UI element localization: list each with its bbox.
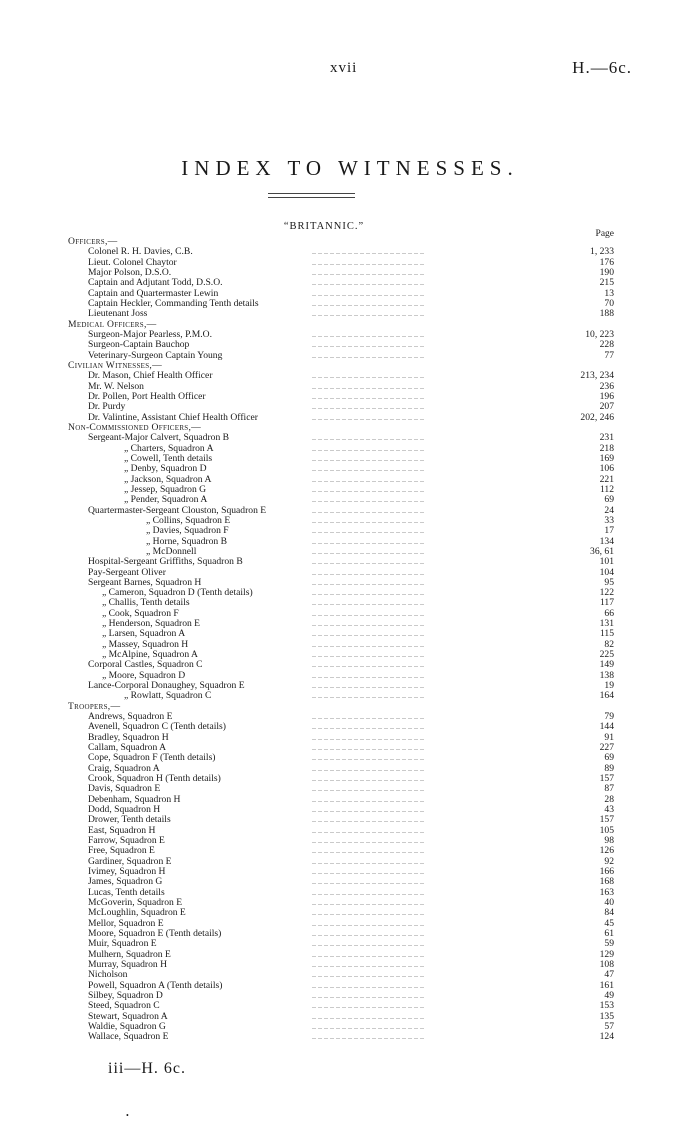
page-reference: 70 [604, 297, 614, 309]
dot-leader: .. .. .. .. .. .. .. .. .. .. .. .. .. .. .. .. .. .. .. [312, 495, 424, 505]
witness-name: Crook, Squadron H (Tenth details) [88, 773, 221, 785]
witness-name: Quartermaster-Sergeant Clouston, Squadron E [88, 504, 267, 516]
witness-name: „ Jackson, Squadron A [124, 473, 212, 485]
page-reference: 231 [599, 432, 614, 444]
page-reference: 89 [604, 762, 614, 774]
page-reference: 24 [604, 504, 614, 516]
dot-leader: .. .. .. .. .. .. .. .. .. .. .. .. .. .. .. .. .. .. .. [312, 391, 424, 401]
page-number: xvii [330, 60, 358, 76]
witness-name: „ Horne, Squadron B [146, 535, 227, 547]
witness-name: „ Charters, Squadron A [124, 442, 214, 454]
page-reference: 101 [599, 556, 614, 568]
witness-name: „ Larsen, Squadron A [102, 628, 186, 640]
dot-leader: .. .. .. .. .. .. .. .. .. .. .. .. .. .. .. .. .. .. .. [312, 536, 424, 546]
page-reference: 33 [604, 514, 614, 526]
dot-leader: .. .. .. .. .. .. .. .. .. .. .. .. .. .. .. .. .. .. .. [312, 681, 424, 691]
dot-leader: .. .. .. .. .. .. .. .. .. .. .. .. .. .. .. .. .. .. .. [312, 959, 424, 969]
dot-leader: .. .. .. .. .. .. .. .. .. .. .. .. .. .. .. .. .. .. .. [312, 877, 424, 887]
page-reference: 95 [604, 576, 614, 588]
page-reference: 59 [604, 938, 614, 950]
witness-name: Davis, Squadron E [88, 783, 161, 795]
witness-name: Mulhern, Squadron E [88, 948, 171, 960]
page-reference: 82 [604, 638, 614, 650]
witness-name: Pay-Sergeant Oliver [88, 566, 166, 578]
page-reference: 236 [599, 380, 614, 392]
witness-name: Dr. Purdy [88, 401, 126, 413]
page-reference: 215 [599, 277, 614, 289]
page-reference: 104 [599, 566, 614, 578]
page-column-label: Page [595, 229, 614, 239]
witness-name: East, Squadron H [88, 824, 156, 836]
page-reference: 161 [599, 979, 614, 991]
page-reference: 115 [599, 628, 614, 640]
page-reference: 157 [599, 814, 614, 826]
page-reference: 202, 246 [580, 411, 614, 423]
witness-name: Captain and Quartermaster Lewin [88, 287, 219, 299]
dot-leader: .. .. .. .. .. .. .. .. .. .. .. .. .. .. .. .. .. .. .. [312, 670, 424, 680]
witness-name: Ivimey, Squadron H [88, 866, 166, 878]
page-reference: 92 [604, 855, 614, 867]
dot-leader: .. .. .. .. .. .. .. .. .. .. .. .. .. .. .. .. .. .. .. [312, 990, 424, 1000]
dot-leader: .. .. .. .. .. .. .. .. .. .. .. .. .. .. .. .. .. .. .. [312, 846, 424, 856]
page-reference: 176 [599, 256, 614, 268]
dot-leader: .. .. .. .. .. .. .. .. .. .. .. .. .. .. .. .. .. .. .. [312, 505, 424, 515]
witness-name: „ Challis, Tenth details [102, 597, 190, 609]
page-reference: 84 [604, 907, 614, 919]
dot-leader: .. .. .. .. .. .. .. .. .. .. .. .. .. .. .. .. .. .. .. [312, 887, 424, 897]
dot-leader: .. .. .. .. .. .. .. .. .. .. .. .. .. .. .. .. .. .. .. [312, 402, 424, 412]
dot-leader: .. .. .. .. .. .. .. .. .. .. .. .. .. .. .. .. .. .. .. [312, 939, 424, 949]
dot-leader: .. .. .. .. .. .. .. .. .. .. .. .. .. .. .. .. .. .. .. [312, 464, 424, 474]
witness-name: Powell, Squadron A (Tenth details) [88, 979, 223, 991]
dot-leader: .. .. .. .. .. .. .. .. .. .. .. .. .. .. .. .. .. .. .. [312, 515, 424, 525]
dot-leader: .. .. .. .. .. .. .. .. .. .. .. .. .. .. .. .. .. .. .. [312, 836, 424, 846]
witness-name: Corporal Castles, Squadron C [88, 659, 203, 671]
witness-name: Moore, Squadron E (Tenth details) [88, 927, 222, 939]
witness-name: Dr. Pollen, Port Health Officer [88, 390, 206, 402]
witness-name: James, Squadron G [88, 876, 163, 888]
witness-name: „ Cook, Squadron F [102, 607, 179, 619]
page-reference: 196 [599, 390, 614, 402]
dot-leader: .. .. .. .. .. .. .. .. .. .. .. .. .. .. .. .. .. .. .. [312, 712, 424, 722]
dot-leader: .. .. .. .. .. .. .. .. .. .. .. .. .. .. .. .. .. .. .. [312, 949, 424, 959]
page-reference: 157 [599, 773, 614, 785]
witness-name: „ Massey, Squadron H [102, 638, 189, 650]
witness-name: Sergeant Barnes, Squadron H [88, 576, 202, 588]
witness-name: Muir, Squadron E [88, 938, 157, 950]
bottom-mark: • [126, 1111, 129, 1120]
witness-name: „ Henderson, Squadron E [102, 618, 201, 630]
dot-leader: .. .. .. .. .. .. .. .. .. .. .. .. .. .. .. .. .. .. .. [312, 763, 424, 773]
page-reference: 122 [599, 587, 614, 599]
page-reference: 79 [604, 711, 614, 723]
witness-entry [68, 392, 614, 402]
page-reference: 87 [604, 783, 614, 795]
page-reference: 91 [604, 731, 614, 743]
page-reference: 19 [604, 680, 614, 692]
page-reference: 163 [599, 886, 614, 898]
dot-leader: .. .. .. .. .. .. .. .. .. .. .. .. .. .. .. .. .. .. .. [312, 639, 424, 649]
witness-name: Andrews, Squadron E [88, 711, 173, 723]
page-reference: 164 [599, 690, 614, 702]
dot-leader: .. .. .. .. .. .. .. .. .. .. .. .. .. .. .. .. .. .. .. [312, 557, 424, 567]
page-reference: 69 [604, 494, 614, 506]
title-rule-lower [268, 197, 355, 198]
witness-entry [68, 557, 614, 567]
page-reference: 117 [599, 597, 614, 609]
witness-name: Free, Squadron E [88, 845, 155, 857]
witness-name: Murray, Squadron H [88, 958, 168, 970]
dot-leader: .. .. .. .. .. .. .. .. .. .. .. .. .. .. .. .. .. .. .. [312, 340, 424, 350]
witness-name: Surgeon-Captain Bauchop [88, 339, 190, 351]
page-reference: 66 [604, 607, 614, 619]
witness-name: „ Collins, Squadron E [146, 514, 231, 526]
document-code: H.—6c. [572, 58, 632, 77]
dot-leader: .. .. .. .. .. .. .. .. .. .. .. .. .. .. .. .. .. .. .. [312, 774, 424, 784]
dot-leader: .. .. .. .. .. .. .. .. .. .. .. .. .. .. .. .. .. .. .. [312, 598, 424, 608]
witness-name: „ Moore, Squadron D [102, 669, 186, 681]
page-reference: 69 [604, 752, 614, 764]
witness-name: Callam, Squadron A [88, 742, 167, 754]
witness-name: „ Jessep, Squadron G [124, 483, 207, 495]
dot-leader: .. .. .. .. .. .. .. .. .. .. .. .. .. .. .. .. .. .. .. [312, 453, 424, 463]
dot-leader: .. .. .. .. .. .. .. .. .. .. .. .. .. .. .. .. .. .. .. [312, 660, 424, 670]
dot-leader: .. .. .. .. .. .. .. .. .. .. .. .. .. .. .. .. .. .. .. [312, 980, 424, 990]
page-reference: 57 [604, 1020, 614, 1032]
dot-leader: .. .. .. .. .. .. .. .. .. .. .. .. .. .. .. .. .. .. .. [312, 267, 424, 277]
witness-name: „ Rowlatt, Squadron C [124, 690, 212, 702]
section-heading-label: Non-Commissioned Officers,— [68, 421, 202, 433]
dot-leader: .. .. .. .. .. .. .. .. .. .. .. .. .. .. .. .. .. .. .. [312, 928, 424, 938]
page-reference: 112 [599, 483, 614, 495]
page-title: INDEX TO WITNESSES. [181, 156, 519, 180]
page-reference: 169 [599, 452, 614, 464]
dot-leader: .. .. .. .. .. .. .. .. .. .. .. .. .. .. .. .. .. .. .. [312, 805, 424, 815]
page-reference: 10, 223 [585, 328, 614, 340]
witness-name: Dr. Valintine, Assistant Chief Health Officer [88, 411, 258, 423]
witness-name: „ Cameron, Squadron D (Tenth details) [102, 587, 253, 599]
page-reference: 227 [599, 742, 614, 754]
page-reference: 168 [599, 876, 614, 888]
witness-name: Cope, Squadron F (Tenth details) [88, 752, 216, 764]
witness-name: McLoughlin, Squadron E [88, 907, 186, 919]
dot-leader: .. .. .. .. .. .. .. .. .. .. .. .. .. .. .. .. .. .. .. [312, 629, 424, 639]
witness-name: Veterinary-Surgeon Captain Young [88, 349, 223, 361]
dot-leader: .. .. .. .. .. .. .. .. .. .. .. .. .. .. .. .. .. .. .. [312, 722, 424, 732]
page-reference: 134 [599, 535, 614, 547]
page-reference: 61 [604, 927, 614, 939]
dot-leader: .. .. .. .. .. .. .. .. .. .. .. .. .. .. .. .. .. .. .. [312, 794, 424, 804]
dot-leader: .. .. .. .. .. .. .. .. .. .. .. .. .. .. .. .. .. .. .. [312, 474, 424, 484]
witness-name: „ Denby, Squadron D [124, 463, 207, 475]
page-reference: 190 [599, 266, 614, 278]
witness-name: Major Polson, D.S.O. [88, 266, 172, 278]
witness-entry [68, 495, 614, 505]
witness-name: „ Cowell, Tenth details [124, 452, 213, 464]
page-reference: 36, 61 [590, 545, 614, 557]
page-reference: 131 [599, 618, 614, 630]
page-reference: 108 [599, 958, 614, 970]
dot-leader: .. .. .. .. .. .. .. .. .. .. .. .. .. .. .. .. .. .. .. [312, 1032, 424, 1042]
dot-leader: .. .. .. .. .. .. .. .. .. .. .. .. .. .. .. .. .. .. .. [312, 247, 424, 257]
dot-leader: .. .. .. .. .. .. .. .. .. .. .. .. .. .. .. .. .. .. .. [312, 908, 424, 918]
dot-leader: .. .. .. .. .. .. .. .. .. .. .. .. .. .. .. .. .. .. .. [312, 732, 424, 742]
dot-leader: .. .. .. .. .. .. .. .. .. .. .. .. .. .. .. .. .. .. .. [312, 298, 424, 308]
dot-leader: .. .. .. .. .. .. .. .. .. .. .. .. .. .. .. .. .. .. .. [312, 898, 424, 907]
witness-entry [68, 464, 614, 474]
dot-leader: .. .. .. .. .. .. .. .. .. .. .. .. .. .. .. .. .. .. .. [312, 526, 424, 536]
footer-code: iii—H. 6c. [108, 1060, 186, 1077]
page-reference: 28 [604, 793, 614, 805]
page-reference: 17 [604, 525, 614, 537]
witness-name: Debenham, Squadron H [88, 793, 181, 805]
witness-entry [68, 691, 614, 701]
page-reference: 218 [599, 442, 614, 454]
dot-leader: .. .. .. .. .. .. .. .. .. .. .. .. .. .. .. .. .. .. .. [312, 1011, 424, 1021]
dot-leader: .. .. .. .. .. .. .. .. .. .. .. .. .. .. .. .. .. .. .. [312, 350, 424, 360]
witness-name: Lucas, Tenth details [88, 886, 165, 898]
dot-leader: .. .. .. .. .. .. .. .. .. .. .. .. .. .. .. .. .. .. .. [312, 608, 424, 618]
page-reference: 126 [599, 845, 614, 857]
page-reference: 124 [599, 1031, 614, 1043]
witness-name: Nicholson [88, 969, 128, 981]
page-reference: 40 [604, 897, 614, 908]
page-reference: 45 [604, 917, 614, 929]
witness-name: Lieut. Colonel Chaytor [88, 256, 177, 268]
dot-leader: .. .. .. .. .. .. .. .. .. .. .. .. .. .. .. .. .. .. .. [312, 309, 424, 319]
witness-name: Surgeon-Major Pearless, P.M.O. [88, 328, 213, 340]
page-reference: 144 [599, 721, 614, 733]
witness-index-list [68, 237, 614, 1043]
witness-name: Silbey, Squadron D [88, 989, 163, 1001]
section-subtitle: “BRITANNIC.” [283, 221, 365, 232]
page-reference: 47 [604, 969, 614, 981]
dot-leader: .. .. .. .. .. .. .. .. .. .. .. .. .. .. .. .. .. .. .. [312, 546, 424, 556]
page-reference: 207 [599, 401, 614, 413]
witness-name: Stewart, Squadron A [88, 1010, 168, 1022]
dot-leader: .. .. .. .. .. .. .. .. .. .. .. .. .. .. .. .. .. .. .. [312, 691, 424, 701]
title-rule-upper [268, 193, 355, 194]
witness-name: Mr. W. Nelson [88, 380, 144, 392]
page-reference: 149 [599, 659, 614, 671]
witness-name: Avenell, Squadron C (Tenth details) [88, 721, 226, 733]
dot-leader: .. .. .. .. .. .. .. .. .. .. .. .. .. .. .. .. .. .. .. [312, 567, 424, 577]
dot-leader: .. .. .. .. .. .. .. .. .. .. .. .. .. .. .. .. .. .. .. [312, 753, 424, 763]
dot-leader: .. .. .. .. .. .. .. .. .. .. .. .. .. .. .. .. .. .. .. [312, 619, 424, 629]
witness-entry [68, 433, 614, 443]
dot-leader: .. .. .. .. .. .. .. .. .. .. .. .. .. .. .. .. .. .. .. [312, 412, 424, 422]
page-reference: 129 [599, 948, 614, 960]
section-heading-label: Officers,— [68, 236, 118, 247]
page-reference: 49 [604, 989, 614, 1001]
page-reference: 225 [599, 649, 614, 661]
witness-name: Wallace, Squadron E [88, 1031, 169, 1043]
witness-name: Dr. Mason, Chief Health Officer [88, 370, 213, 382]
page-reference: 188 [599, 308, 614, 320]
dot-leader: .. .. .. .. .. .. .. .. .. .. .. .. .. .. .. .. .. .. .. [312, 433, 424, 443]
dot-leader: .. .. .. .. .. .. .. .. .. .. .. .. .. .. .. .. .. .. .. [312, 381, 424, 391]
page-reference: 228 [599, 339, 614, 351]
dot-leader: .. .. .. .. .. .. .. .. .. .. .. .. .. .. .. .. .. .. .. [312, 856, 424, 866]
witness-name: Farrow, Squadron E [88, 835, 165, 847]
witness-name: „ Pender, Squadron A [124, 494, 208, 506]
dot-leader: .. .. .. .. .. .. .. .. .. .. .. .. .. .. .. .. .. .. .. [312, 743, 424, 753]
witness-name: Hospital-Sergeant Griffiths, Squadron B [88, 556, 243, 568]
dot-leader: .. .. .. .. .. .. .. .. .. .. .. .. .. .. .. .. .. .. .. [312, 577, 424, 587]
dot-leader: .. .. .. .. .. .. .. .. .. .. .. .. .. .. .. .. .. .. .. [312, 815, 424, 825]
witness-entry [68, 299, 614, 309]
witness-name: Waldie, Squadron G [88, 1020, 166, 1032]
witness-name: Drower, Tenth details [88, 814, 171, 826]
dot-leader: .. .. .. .. .. .. .. .. .. .. .. .. .. .. .. .. .. .. .. [312, 484, 424, 494]
witness-entry [68, 1032, 614, 1042]
page-reference: 77 [604, 349, 614, 361]
witness-name: Captain Heckler, Commanding Tenth details [88, 297, 259, 309]
page-reference: 1, 233 [590, 246, 614, 258]
page-reference: 135 [599, 1010, 614, 1022]
witness-name: Steed, Squadron C [88, 1000, 160, 1012]
dot-leader: .. .. .. .. .. .. .. .. .. .. .. .. .. .. .. .. .. .. .. [312, 329, 424, 339]
dot-leader: .. .. .. .. .. .. .. .. .. .. .. .. .. .. .. .. .. .. .. [312, 257, 424, 267]
witness-name: Lance-Corporal Donaughey, Squadron E [88, 680, 245, 692]
witness-name: Dodd, Squadron H [88, 804, 161, 816]
page-reference: 153 [599, 1000, 614, 1012]
dot-leader: .. .. .. .. .. .. .. .. .. .. .. .. .. .. .. .. .. .. .. [312, 1001, 424, 1011]
witness-name: Gardiner, Squadron E [88, 855, 172, 867]
page-reference: 213, 234 [580, 370, 614, 382]
dot-leader: .. .. .. .. .. .. .. .. .. .. .. .. .. .. .. .. .. .. .. [312, 825, 424, 835]
page-reference: 13 [604, 287, 614, 299]
page-reference: 43 [604, 804, 614, 816]
dot-leader: .. .. .. .. .. .. .. .. .. .. .. .. .. .. .. .. .. .. .. [312, 918, 424, 928]
page-reference: 105 [599, 824, 614, 836]
page-reference: 166 [599, 866, 614, 878]
dot-leader: .. .. .. .. .. .. .. .. .. .. .. .. .. .. .. .. .. .. .. [312, 1021, 424, 1031]
witness-name: „ McDonnell [146, 545, 197, 557]
section-heading-label: Medical Officers,— [68, 318, 157, 330]
witness-name: Bradley, Squadron H [88, 731, 169, 743]
witness-entry [68, 371, 614, 381]
witness-name: Captain and Adjutant Todd, D.S.O. [88, 277, 223, 289]
witness-name: „ McAlpine, Squadron A [102, 649, 198, 661]
page-reference: 98 [604, 835, 614, 847]
witness-name: Lieutenant Joss [88, 308, 148, 320]
witness-name: Sergeant-Major Calvert, Squadron B [88, 432, 230, 444]
dot-leader: .. .. .. .. .. .. .. .. .. .. .. .. .. .. .. .. .. .. .. [312, 867, 424, 877]
dot-leader: .. .. .. .. .. .. .. .. .. .. .. .. .. .. .. .. .. .. .. [312, 443, 424, 453]
dot-leader: .. .. .. .. .. .. .. .. .. .. .. .. .. .. .. .. .. .. .. [312, 970, 424, 980]
dot-leader: .. .. .. .. .. .. .. .. .. .. .. .. .. .. .. .. .. .. .. [312, 288, 424, 298]
dot-leader: .. .. .. .. .. .. .. .. .. .. .. .. .. .. .. .. .. .. .. [312, 588, 424, 598]
page-reference: 221 [599, 473, 614, 485]
dot-leader: .. .. .. .. .. .. .. .. .. .. .. .. .. .. .. .. .. .. .. [312, 371, 424, 381]
witness-name: Craig, Squadron A [88, 762, 160, 774]
dot-leader: .. .. .. .. .. .. .. .. .. .. .. .. .. .. .. .. .. .. .. [312, 784, 424, 794]
section-heading-label: Troopers,— [68, 700, 121, 712]
page-reference: 138 [599, 669, 614, 681]
page-reference: 106 [599, 463, 614, 475]
witness-name: Colonel R. H. Davies, C.B. [88, 246, 193, 258]
section-heading-label: Civilian Witnesses,— [68, 359, 162, 371]
dot-leader: .. .. .. .. .. .. .. .. .. .. .. .. .. .. .. .. .. .. .. [312, 650, 424, 660]
witness-entry [68, 526, 614, 536]
dot-leader: .. .. .. .. .. .. .. .. .. .. .. .. .. .. .. .. .. .. .. [312, 278, 424, 288]
witness-name: Mellor, Squadron E [88, 917, 164, 929]
witness-entry [68, 960, 614, 970]
witness-name: McGoverin, Squadron E [88, 897, 183, 908]
witness-name: „ Davies, Squadron F [146, 525, 229, 537]
